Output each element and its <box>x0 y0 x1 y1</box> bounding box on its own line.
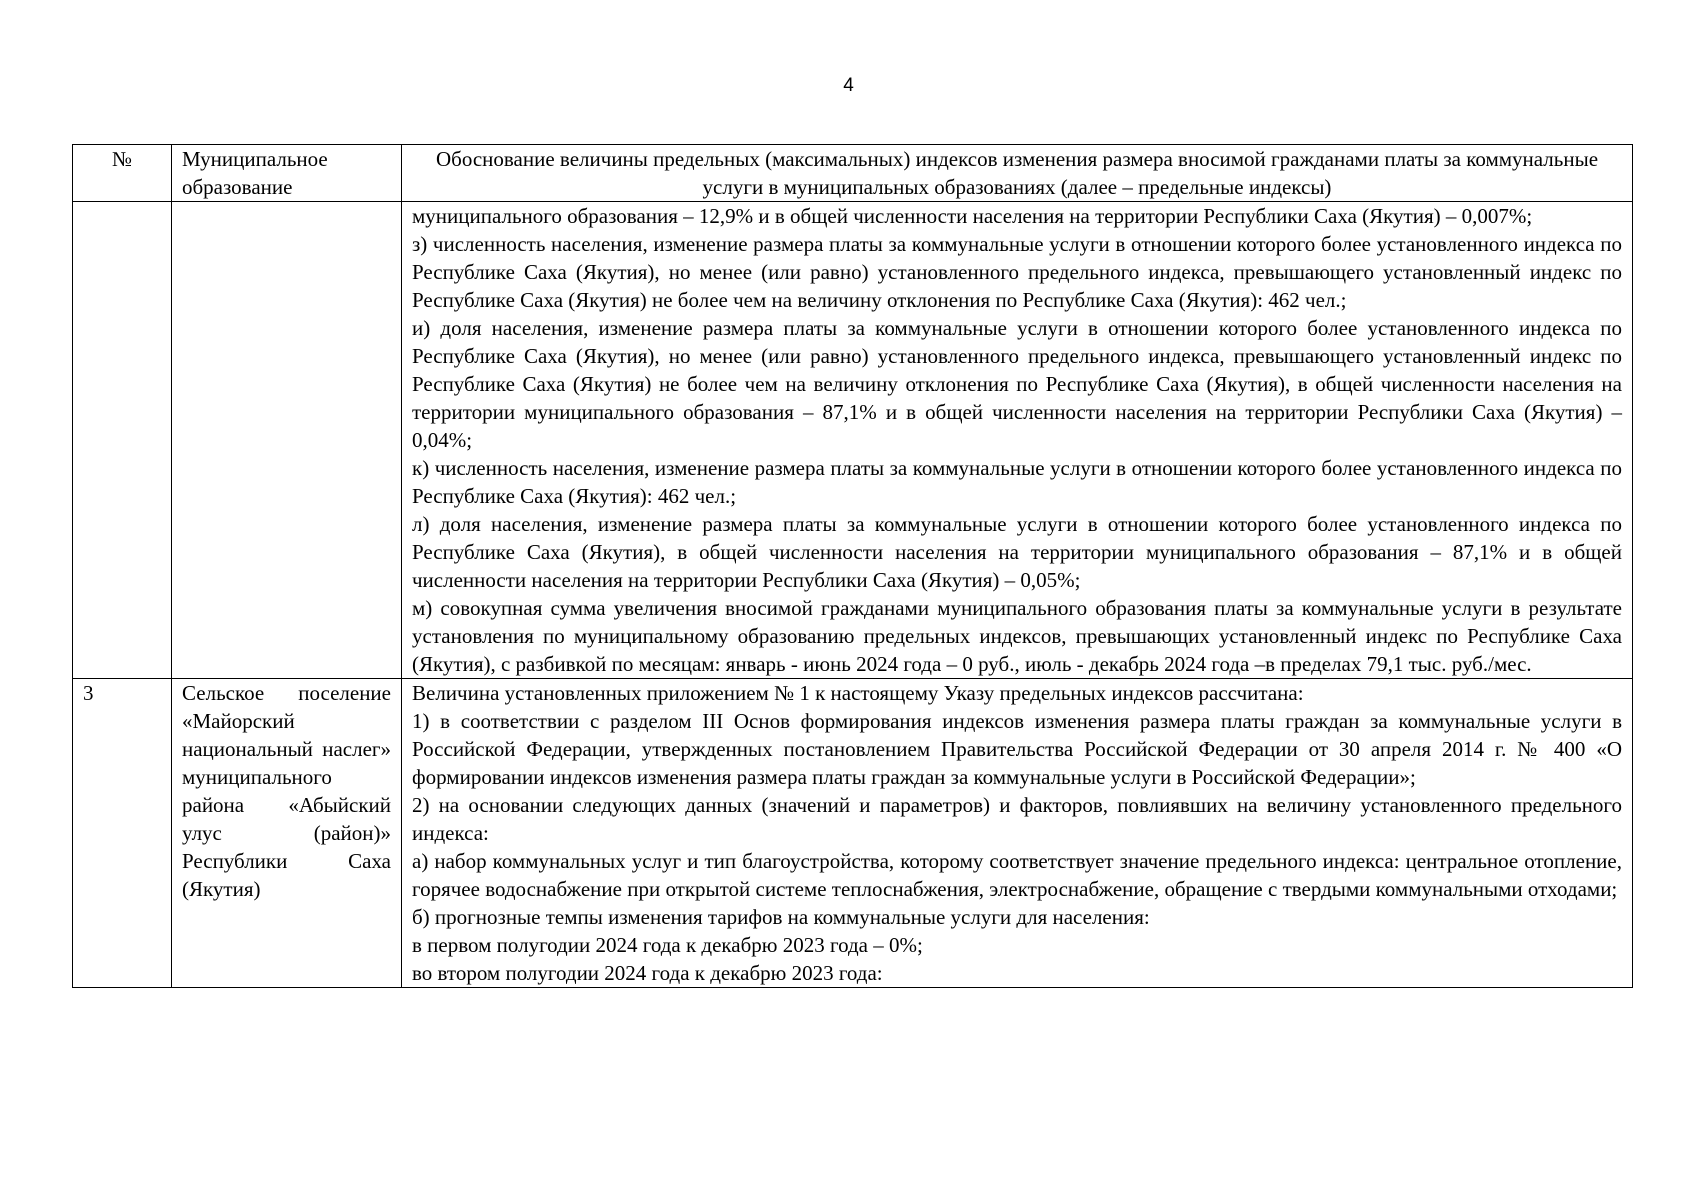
justification-paragraph: б) прогнозные темпы изменения тарифов на коммунальные услуги для населения: <box>412 905 1150 929</box>
justification-cell <box>402 202 1633 679</box>
justification-paragraph: з) численность населения, изменение размера платы за коммунальные услуги в отношении которого более установленного индекса по Республике Саха (Якутия), но менее (или равно) установленного предельного индекса, превышающего установленный индекс по Республике Саха (Якутия) не более чем на величину отклонения по Республике Саха (Якутия): 462 чел.; <box>412 232 1622 312</box>
row-number-cell: 3 <box>73 679 172 988</box>
table-row <box>73 679 1633 988</box>
header-number: № <box>73 145 172 202</box>
justification-paragraph: а) набор коммунальных услуг и тип благоустройства, которому соответствует значение предельного индекса: центральное отопление, горячее водоснабжение при открытой системе теплоснабжения, электроснабжение, обращение с твердыми коммунальными отходами; <box>412 849 1622 901</box>
justification-paragraph: л) доля населения, изменение размера платы за коммунальные услуги в отношении которого более установленного индекса по Республике Саха (Якутия), в общей численности населения на территории муниципального образования – 87,1% и в общей численности населения на территории Республики Саха (Якутия) – 0,05%; <box>412 512 1622 592</box>
justification-paragraph: и) доля населения, изменение размера платы за коммунальные услуги в отношении которого более установленного индекса по Республике Саха (Якутия), но менее (или равно) установленного предельного индекса, превышающего установленный индекс по Республике Саха (Якутия) не более чем на величину отклонения по Республике Саха (Якутия), в общей численности населения на территории муниципального образования – 87,1% и в общей численности населения на территории Республики Саха (Якутия) – 0,04%; <box>412 316 1622 452</box>
tariff-index-table <box>72 144 1633 988</box>
justification-paragraph: м) совокупная сумма увеличения вносимой гражданами муниципального образования платы за коммунальные услуги в результате установления по муниципальному образованию предельных индексов, превышающих установленный индекс по Республике Саха (Якутия), с разбивкой по месяцам: январь - июнь 2024 года – 0 руб., июль - декабрь 2024 года –в пределах 79,1 тыс. руб./мес. <box>412 596 1622 676</box>
municipality-cell <box>172 202 402 679</box>
justification-paragraph: 1) в соответствии с разделом III Основ формирования индексов изменения размера платы граждан за коммунальные услуги в Российской Федерации, утвержденных постановлением Правительства Российской Федерации от 30 апреля 2014 г. № 400 «О формировании индексов изменения размера платы граждан за коммунальные услуги в Российской Федерации»; <box>412 709 1622 789</box>
table-header-row <box>73 145 1633 202</box>
justification-paragraph: в первом полугодии 2024 года к декабрю 2023 года – 0%; <box>412 933 923 957</box>
municipality-cell: Сельское поселение «Майорский национальный наслег» муниципального района «Абыйский улус (район)» Республики Саха (Якутия) <box>172 679 402 988</box>
justification-cell <box>402 679 1633 988</box>
justification-paragraph: 2) на основании следующих данных (значений и параметров) и факторов, повлиявших на величину установленного предельного индекса: <box>412 793 1622 845</box>
justification-paragraph: к) численность населения, изменение размера платы за коммунальные услуги в отношении которого более установленного индекса по Республике Саха (Якутия): 462 чел.; <box>412 456 1622 508</box>
table-row <box>73 202 1633 679</box>
row-number-cell <box>73 202 172 679</box>
header-justification: Обоснование величины предельных (максимальных) индексов изменения размера вносимой гражданами платы за коммунальные услуги в муниципальных образованиях (далее – предельные индексы) <box>402 145 1633 202</box>
header-municipality: Муниципальное образование <box>172 145 402 202</box>
justification-paragraph: муниципального образования – 12,9% и в общей численности населения на территории Республики Саха (Якутия) – 0,007%; <box>412 204 1533 228</box>
page-number: 4 <box>843 75 854 96</box>
justification-paragraph: во втором полугодии 2024 года к декабрю 2023 года: <box>412 961 883 985</box>
justification-paragraph: Величина установленных приложением № 1 к настоящему Указу предельных индексов рассчитана: <box>412 681 1304 705</box>
